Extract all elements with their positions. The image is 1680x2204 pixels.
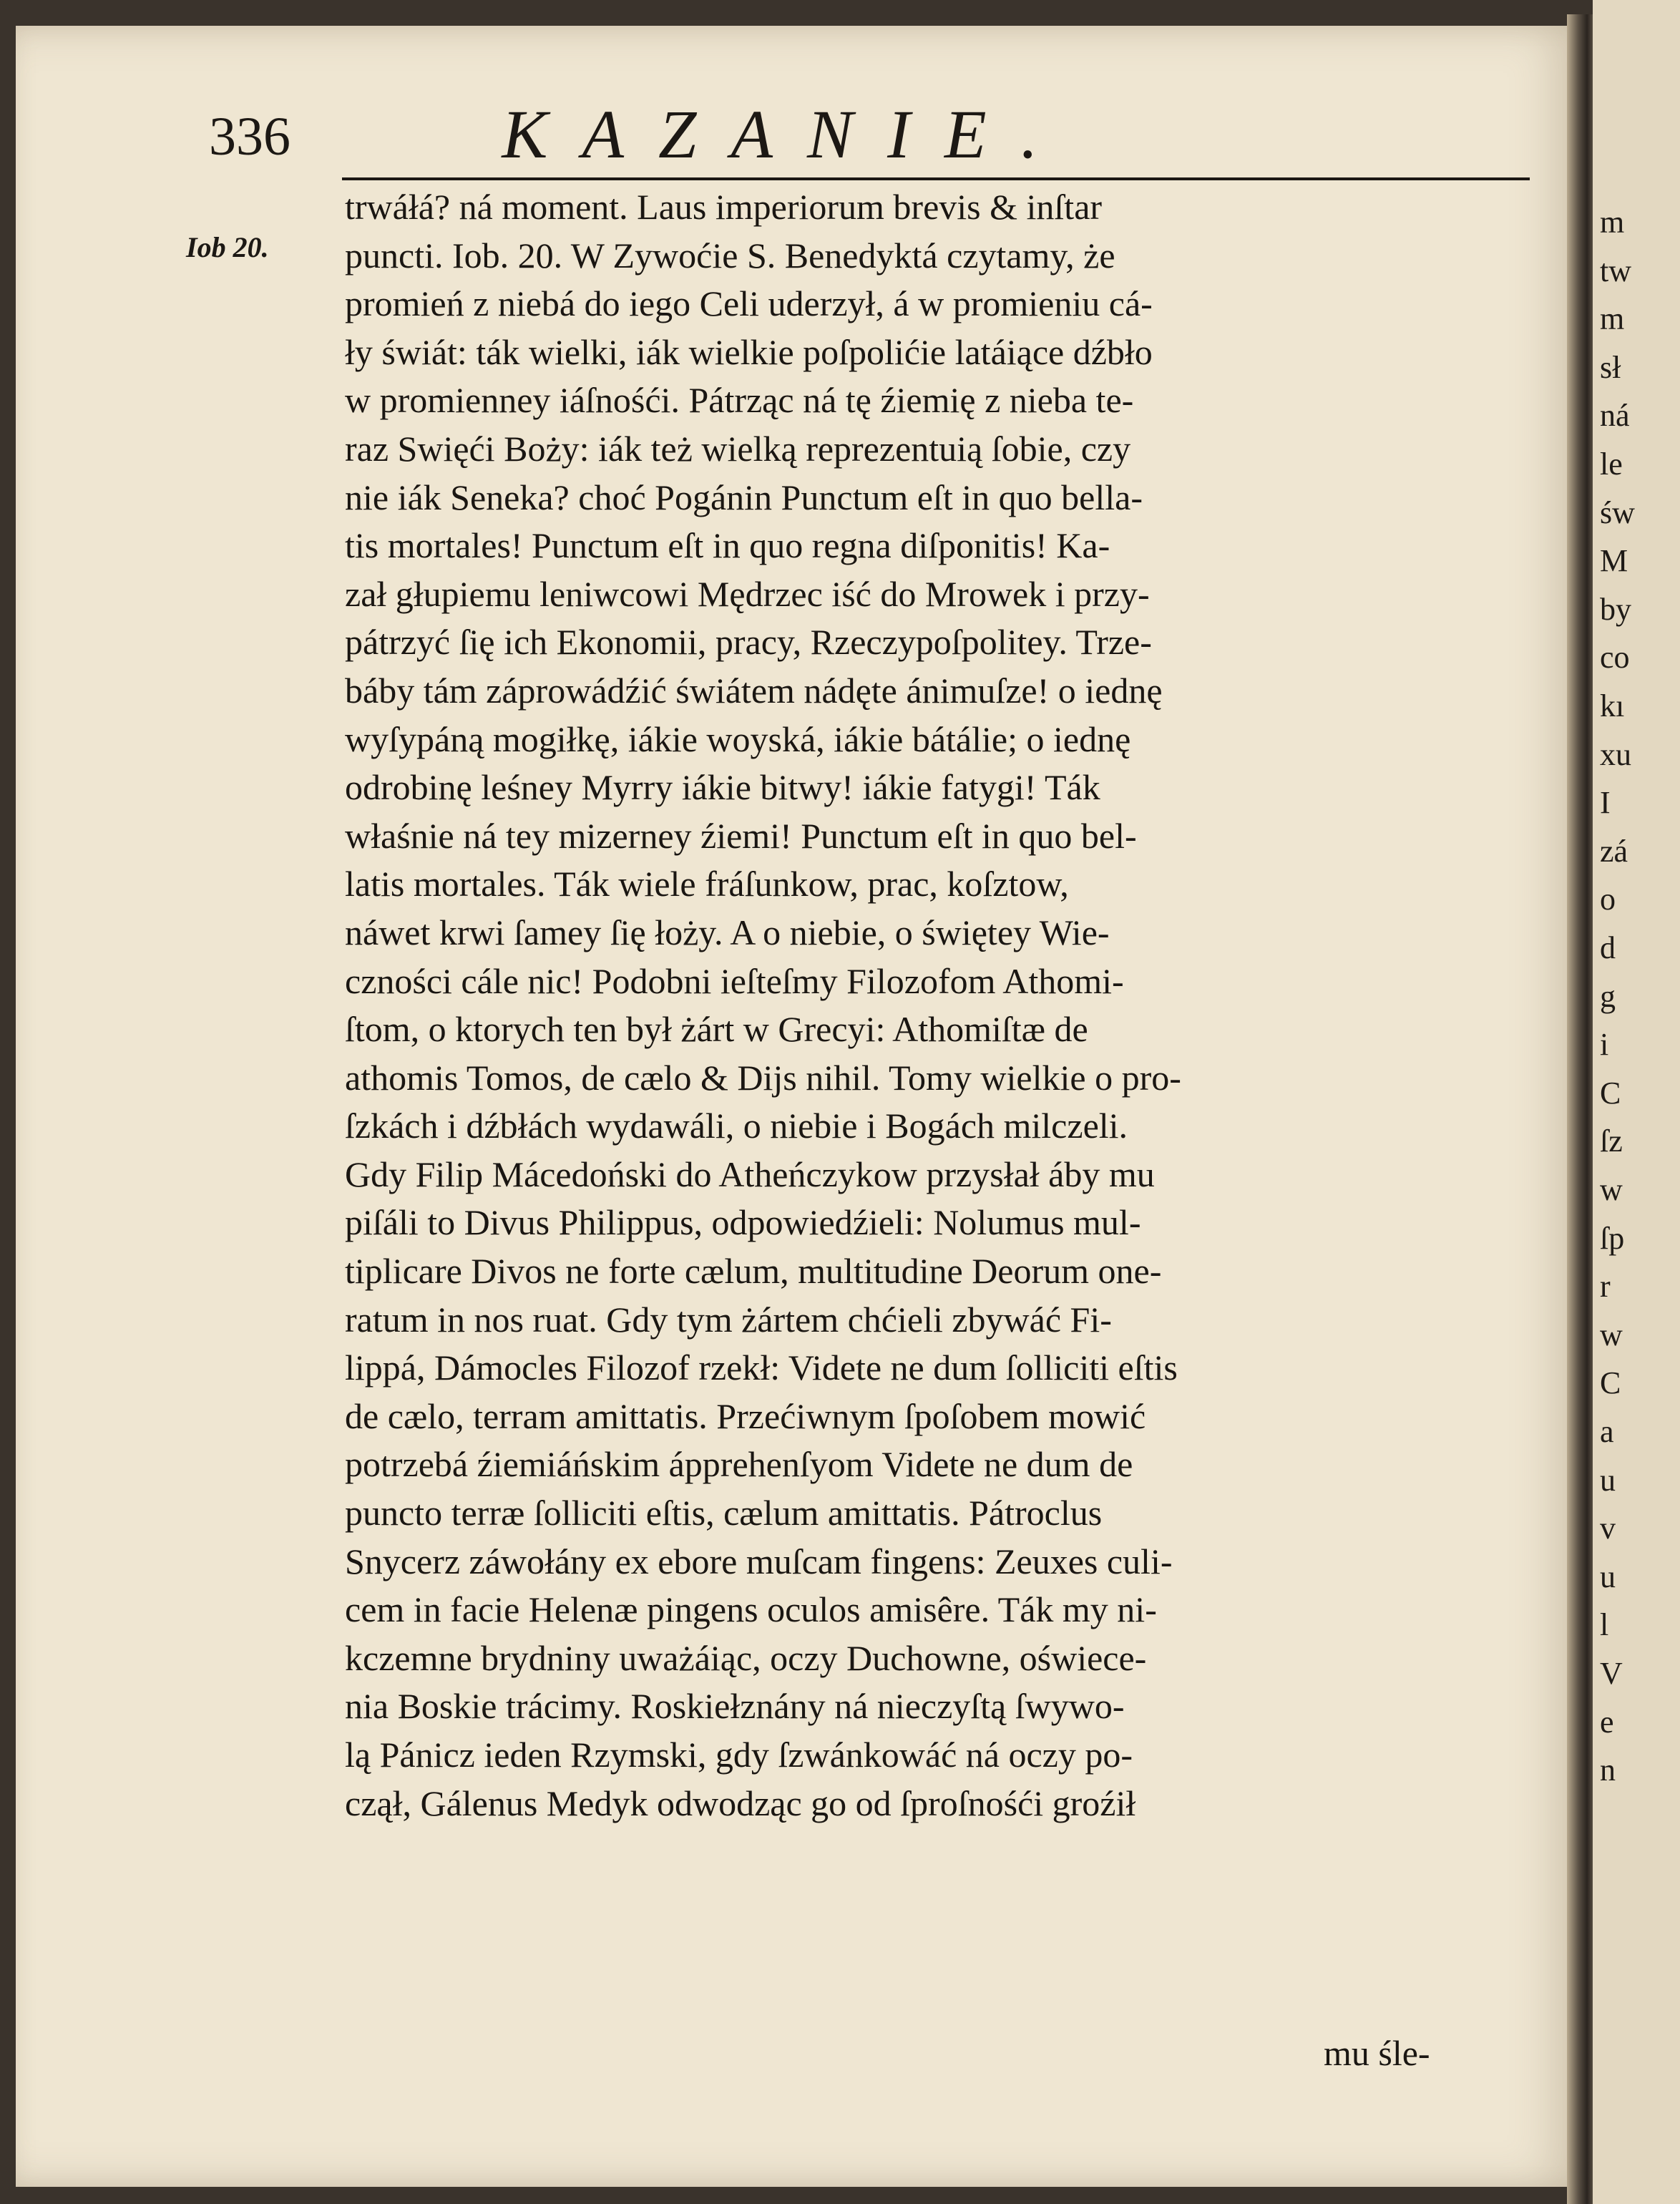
facing-page-fragment: by — [1600, 591, 1631, 627]
text-line: báby tám záprowádźić świátem nádęte ánimuſze! o iednę — [345, 670, 1163, 711]
facing-page-fragment: u — [1600, 1462, 1616, 1498]
facing-page-fragment: r — [1600, 1269, 1611, 1305]
text-line: nie iák Seneka? choć Pogánin Punctum eſt in quo bella- — [345, 477, 1143, 517]
facing-page-fragment: l — [1600, 1607, 1609, 1643]
facing-page-fragment: ſz — [1600, 1123, 1623, 1159]
text-line: de cælo, terram amittatis. Przećiwnym ſpoſobem mowić — [345, 1395, 1146, 1436]
text-line: właśnie ná tey mizerney źiemi! Punctum eſt in quo bel- — [345, 815, 1137, 856]
facing-page-fragment: le — [1600, 447, 1623, 482]
text-line: Gdy Filip Mácedoński do Atheńczykow przysłał áby mu — [345, 1154, 1155, 1194]
header-rule — [342, 177, 1530, 180]
facing-page-fragment: ſp — [1600, 1220, 1625, 1256]
text-line: ſzkách i dźbłách wydawáli, o niebie i Bogách milczeli. — [345, 1106, 1128, 1146]
facing-page-fragment: co — [1600, 640, 1630, 676]
facing-page-fragment: zá — [1600, 833, 1628, 869]
text-line: lą Pánicz ieden Rzymski, gdy ſzwánkowáć ná oczy po- — [345, 1735, 1133, 1775]
facing-page-fragment: n — [1600, 1752, 1616, 1788]
facing-page-fragment: a — [1600, 1414, 1614, 1449]
facing-page-fragment: d — [1600, 930, 1616, 965]
text-line: trwáłá? ná moment. Laus imperiorum brevis & inſtar — [345, 187, 1103, 227]
book-gutter — [1567, 14, 1596, 2204]
text-line: czął, Gálenus Medyk odwodząc go od ſproſnośći groźił — [345, 1783, 1136, 1823]
text-line: pátrzyć ſię ich Ekonomii, pracy, Rzeczypoſpolitey. Trze- — [345, 622, 1152, 663]
text-line: cem in facie Helenæ pingens oculos amisêre. Ták my ni- — [345, 1589, 1157, 1630]
running-title: KAZANIE. — [502, 96, 1073, 172]
facing-page-fragment: tw — [1600, 253, 1631, 288]
facing-page-fragment: kı — [1600, 688, 1625, 723]
facing-page-fragment: C — [1600, 1075, 1621, 1111]
facing-page-fragment: m — [1600, 301, 1625, 337]
text-line: raz Swięći Boży: iák też wielką reprezentuią ſobie, czy — [345, 428, 1131, 469]
facing-page-fragment: v — [1600, 1511, 1616, 1546]
facing-page-fragment: m — [1600, 205, 1625, 240]
facing-page-fragment: C — [1600, 1365, 1621, 1401]
facing-page-fragment: sł — [1600, 349, 1621, 385]
text-line: zał głupiemu leniwcowi Mędrzec iść do Mrowek i przy- — [345, 573, 1150, 614]
facing-page-fragment: w — [1600, 1172, 1623, 1207]
facing-page-fragment: g — [1600, 978, 1616, 1014]
text-line: piſáli to Divus Philippus, odpowiedźieli: Nolumus mul- — [345, 1202, 1141, 1243]
facing-page-fragment: xu — [1600, 736, 1631, 772]
text-line: tiplicare Divos ne forte cælum, multitudine Deorum one- — [345, 1251, 1162, 1292]
text-line: náwet krwi ſamey ſię łoży. A o niebie, o świętey Wie- — [345, 912, 1110, 952]
text-line: kczemne brydniny uważáiąc, oczy Duchowne, oświece- — [345, 1637, 1147, 1678]
facing-page-fragment: św — [1600, 494, 1635, 530]
facing-page-fragment: i — [1600, 1027, 1609, 1063]
text-line: athomis Tomos, de cælo & Dijs nihil. Tomy wielkie o pro- — [345, 1057, 1181, 1098]
text-line: ſtom, o ktorych ten był żárt w Grecyi: Athomiſtæ de — [345, 1009, 1088, 1050]
text-line: nia Boskie trácimy. Roskiełznány ná nieczyſtą ſwywo- — [345, 1686, 1125, 1727]
text-line: puncto terræ ſolliciti eſtis, cælum amittatis. Pátroclus — [345, 1493, 1103, 1533]
text-line: promień z niebá do iego Celi uderzył, á w promieniu cá- — [345, 283, 1153, 324]
text-line: Snycerz záwołány ex ebore muſcam fingens: Zeuxes culi- — [345, 1541, 1173, 1581]
facing-page-fragment: w — [1600, 1317, 1623, 1352]
facing-page-fragment: I — [1600, 785, 1611, 821]
text-line: ratum in nos ruat. Gdy tym żártem chćieli zbywáć Fi- — [345, 1299, 1112, 1340]
facing-page-fragment: M — [1600, 543, 1628, 579]
facing-page-fragment: ná — [1600, 398, 1630, 434]
text-line: czności cále nic! Podobni ieſteſmy Filozofom Athomi- — [345, 960, 1124, 1001]
text-line: puncti. Iob. 20. W Zywoćie S. Benedyktá czytamy, że — [345, 235, 1115, 276]
text-line: lippá, Dámocles Filozof rzekł: Videte ne dum ſolliciti eſtis — [345, 1347, 1178, 1388]
catchword: mu śle- — [1324, 2033, 1430, 2073]
facing-page-fragment: e — [1600, 1704, 1614, 1740]
text-line: tis mortales! Punctum eſt in quo regna diſponitis! Ka- — [345, 525, 1110, 566]
page-number: 336 — [209, 107, 290, 167]
text-line: odrobinę leśney Myrry iákie bitwy! iákie fatygi! Ták — [345, 767, 1100, 808]
facing-page-fragment: V — [1600, 1656, 1623, 1691]
text-line: wyſypáną mogiłkę, iákie woyská, iákie bátálie; o iednę — [345, 718, 1131, 759]
facing-page-fragment: u — [1600, 1559, 1616, 1594]
text-line: w promienney iáſnośći. Pátrząc ná tę źiemię z nieba te- — [345, 380, 1134, 421]
body-text — [345, 183, 1533, 1828]
margin-reference: Iob 20. — [186, 231, 269, 263]
facing-page-edge — [1593, 0, 1680, 2204]
text-line: latis mortales. Ták wiele fráſunkow, prac, koſztow, — [345, 864, 1069, 904]
text-line: ły świát: ták wielki, iák wielkie poſpolićie latáiące dźbło — [345, 331, 1153, 372]
text-line: potrzebá źiemiáńskim ápprehenſyom Videte ne dum de — [345, 1444, 1133, 1485]
facing-page-fragment: o — [1600, 882, 1616, 917]
